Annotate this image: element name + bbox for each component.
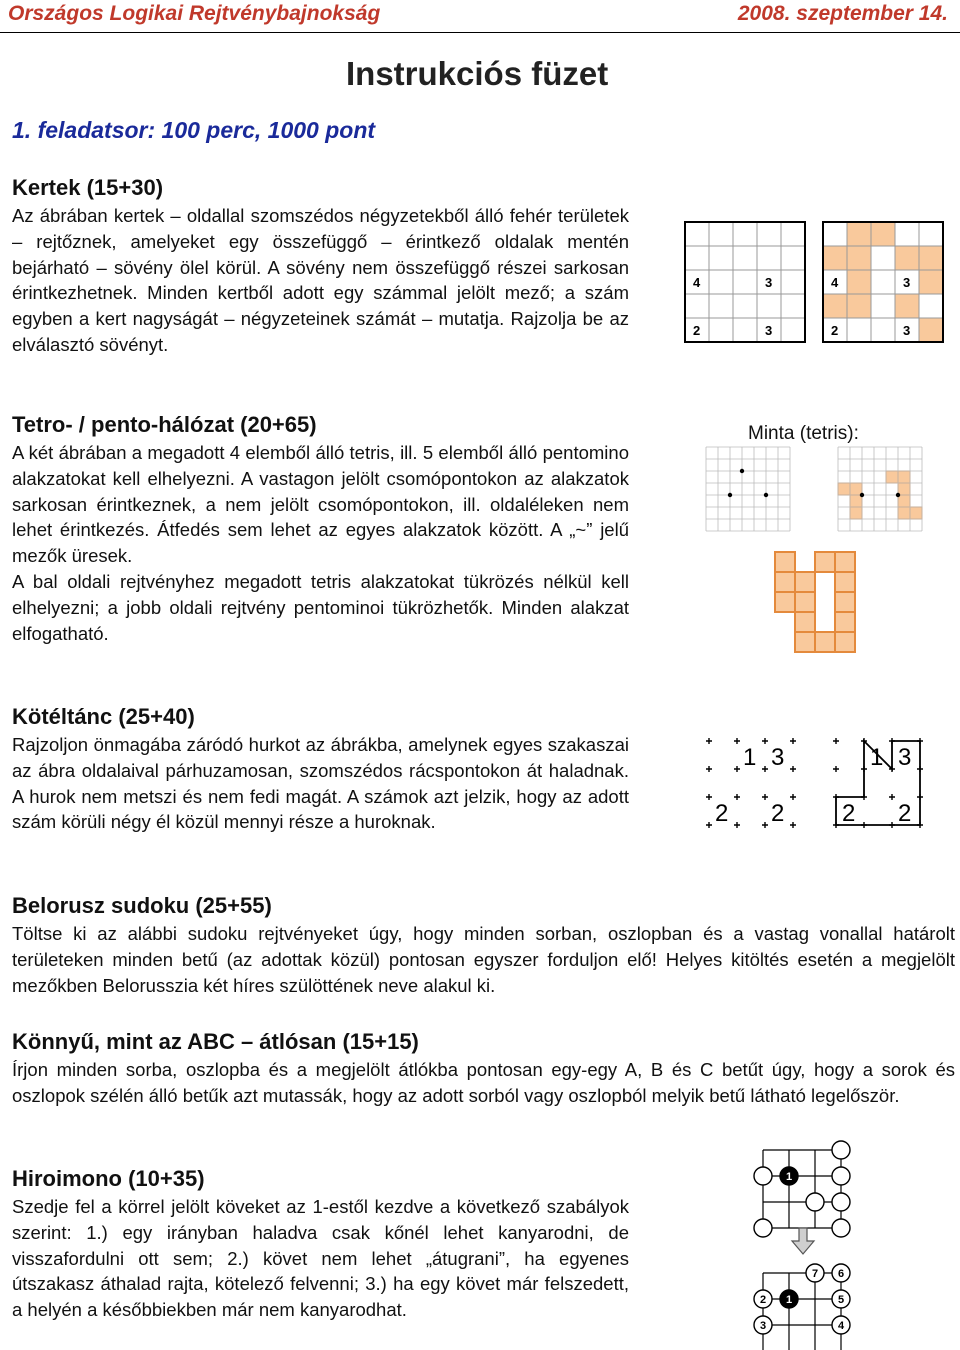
garden-fill-cell [823,294,847,318]
stone [832,1219,850,1237]
grid-point [706,766,712,772]
tetro-example-grid-left [706,447,790,531]
grid-point [833,738,839,744]
tetromino-cell [898,483,910,495]
hiroimono-solution-board [755,1265,865,1350]
tetromino-cell [850,507,862,519]
loop-clue: 2 [842,800,856,827]
tetro-paragraph-1: A két ábrában a megadott 4 elemből álló tetris, ill. 5 elemből álló pentomino alakzatokat kell elhelyezni. A vastagon jelölt csomópontokon az alakzatok sarkosan érintkeznek, a nem jelölt csomópontokon, ill. oldaléleken nem lehet érintkezés. Átfedés sem lehet az egyes alakzatok között. A „~” jelű mezők üresek. [12,442,629,567]
garden-fill-cell [847,246,871,270]
stone [754,1219,772,1237]
loop-clue: 3 [898,744,912,771]
tetromino-piece-cell [815,552,835,572]
koteltanc-example-grid [705,737,800,827]
loop-clue: 2 [771,800,785,827]
grid-point [762,766,768,772]
tetromino-piece-cell [835,612,855,632]
touch-node [896,493,900,497]
tetromino-cell [850,495,862,507]
loop-clue: 3 [771,744,785,771]
grid-point [762,738,768,744]
abc-text: Írjon minden sorba, oszlopba és a megjelölt átlókba pontosan egy-egy A, B és C betűt úgy, hogy a sorok és oszlopok szélén álló betűk azt mutassák, hogy az adott sorból vagy oszlopból melyik betű látható legelőször. [12,1059,955,1106]
stone [806,1193,824,1211]
garden-clue: 3 [903,275,911,290]
garden-fill-cell [847,222,871,246]
hiroimono-text: Szedje fel a körrel jelölt köveket az 1-estől kezdve a következő szabályok szerint: 1.) egy irányban haladva csak kőnél lehet kanyarodni, de visszafordulni ott sem; 2.) követ nem lehet „átugrani”, ha egyenes útszakasz áthalad rajta, kötelező felvenni; 3.) ha egy követ már felszedett, a helyén a későbbiekben már nem kanyarodhat. [12,1196,629,1321]
loop-clue: 2 [898,800,912,827]
sudoku-title: Belorusz sudoku (25+55) [12,893,272,918]
tetro-shape-pieces [775,552,855,652]
stone-label: 1 [785,1171,793,1183]
tetromino-piece-cell [795,592,815,612]
grid-point [790,738,796,744]
down-arrow-icon [790,1226,816,1256]
tetromino-piece-cell [835,592,855,612]
tetromino-cell [898,495,910,507]
tetromino-piece-cell [795,572,815,592]
tetro-example-grid-right [838,447,922,531]
competition-date: 2008. szeptember 14. [737,2,948,25]
grid-point [706,822,712,828]
loop-clue: 1 [743,744,757,771]
grid-point [734,738,740,744]
page-header [0,0,960,33]
tetro-example-caption: Minta (tetris): [748,423,859,444]
grid-point [762,794,768,800]
tetromino-cell [898,471,910,483]
koteltanc-title: Kötéltánc (25+40) [12,704,195,729]
set-title: 1. feladatsor: 100 perc, 1000 pont [12,117,376,143]
tetromino-cell [898,507,910,519]
grid-point [706,794,712,800]
tetromino-piece-cell [835,552,855,572]
grid-point [706,738,712,744]
stone-label: 4 [837,1320,845,1332]
tetromino-piece-cell [835,632,855,652]
koteltanc-solution-grid [832,737,927,827]
stone [832,1167,850,1185]
grid-point [734,766,740,772]
booklet-title: Instrukciós füzet [346,55,609,92]
garden-fill-cell [847,270,871,294]
garden-fill-cell [895,294,919,318]
loop-clue: 2 [715,800,729,827]
grid-point [734,794,740,800]
garden-clue: 2 [831,323,839,338]
tetromino-piece-cell [775,592,795,612]
garden-fill-cell [919,270,943,294]
kertek-title: Kertek (15+30) [12,175,164,200]
loop-clue: 1 [870,744,884,771]
touch-node [740,469,744,473]
grid-point [734,822,740,828]
sudoku-text: Töltse ki az alábbi sudoku rejtvényeket úgy, hogy minden sorban, oszlopban és a vastag vonallal határolt területeken minden betű (az adottak közül) pontosan egyszer forduljon elő! Helyes kitöltés esetén a megjelölt mezőkben Belorusszia két híres szülöttének neve alakul ki. [12,923,955,996]
tetromino-cell [910,507,922,519]
stone-label: 7 [811,1268,819,1280]
tetromino-piece-cell [795,632,815,652]
tetromino-cell [886,471,898,483]
stone [832,1193,850,1211]
tetromino-cell [850,483,862,495]
stone-label: 5 [837,1294,845,1306]
tetromino-cell [838,483,850,495]
garden-fill-cell [847,294,871,318]
stone [832,1141,850,1159]
kertek-solution-grid [823,222,943,342]
garden-fill-cell [919,318,943,342]
touch-node [764,493,768,497]
grid-border [685,222,805,342]
grid-point [833,766,839,772]
grid-point [790,794,796,800]
garden-fill-cell [919,246,943,270]
garden-clue: 3 [765,323,773,338]
tetromino-piece-cell [795,612,815,632]
garden-fill-cell [823,246,847,270]
garden-clue: 4 [831,275,839,290]
abc-title: Könnyű, mint az ABC – átlósan (15+15) [12,1029,419,1054]
touch-node [728,493,732,497]
koteltanc-text: Rajzoljon önmagába záródó hurkot az ábrákba, amelynek egyes szakaszai az ábra oldalaival párhuzamosan, szomszédos rácspontokon át haladnak. A hurok nem metszi és nem fedi magát. A számok azt jelzik, hogy az adott szám körüli négy él közül mennyi része a huroknak. [12,734,629,833]
garden-clue: 4 [693,275,701,290]
garden-fill-cell [895,246,919,270]
garden-clue: 3 [765,275,773,290]
stone [754,1167,772,1185]
stone-label: 6 [837,1268,845,1280]
touch-node [860,493,864,497]
grid-point [790,766,796,772]
tetromino-piece-cell [835,572,855,592]
tetro-text [12,440,629,646]
tetro-paragraph-2: A bal oldali rejtvényhez megadott tetris alakzatokat tükrözés nélkül kell elhelyezni; a jobb oldali rejtvény pentominoi tükrözhetők. Minden alakzat elfogatható. [12,570,629,644]
tetromino-piece-cell [775,552,795,572]
hiroimono-example-board [755,1142,865,1227]
tetromino-piece-cell [815,632,835,652]
tetro-title: Tetro- / pento-hálózat (20+65) [12,412,317,437]
garden-clue: 3 [903,323,911,338]
hiroimono-title: Hiroimono (10+35) [12,1166,205,1191]
stone-label: 2 [759,1294,767,1306]
stone-label: 3 [759,1320,767,1332]
garden-clue: 2 [693,323,701,338]
tetromino-piece-cell [775,572,795,592]
competition-name: Országos Logikai Rejtvénybajnokság [8,2,381,25]
garden-fill-cell [871,222,895,246]
grid-point [762,822,768,828]
kertek-text: Az ábrában kertek – oldallal szomszédos négyzetekből álló fehér területek – rejtőznek, amelyeket egy összefüggő – érintkező oldalak mentén bejárható – sövény ölel körül. A sövény nem összefüggő részei sarkosan érintkezhetnek. Minden kertből adott egy számmal jelölt mező; a szám egyben a kert nagyságát – négyzeteinek számát – mutatja. Rajzolja be az elválasztó sövényt. [12,205,629,355]
kertek-example-grid [685,222,805,342]
grid-point [889,794,895,800]
stone-label: 1 [785,1294,793,1306]
grid-point [790,822,796,828]
